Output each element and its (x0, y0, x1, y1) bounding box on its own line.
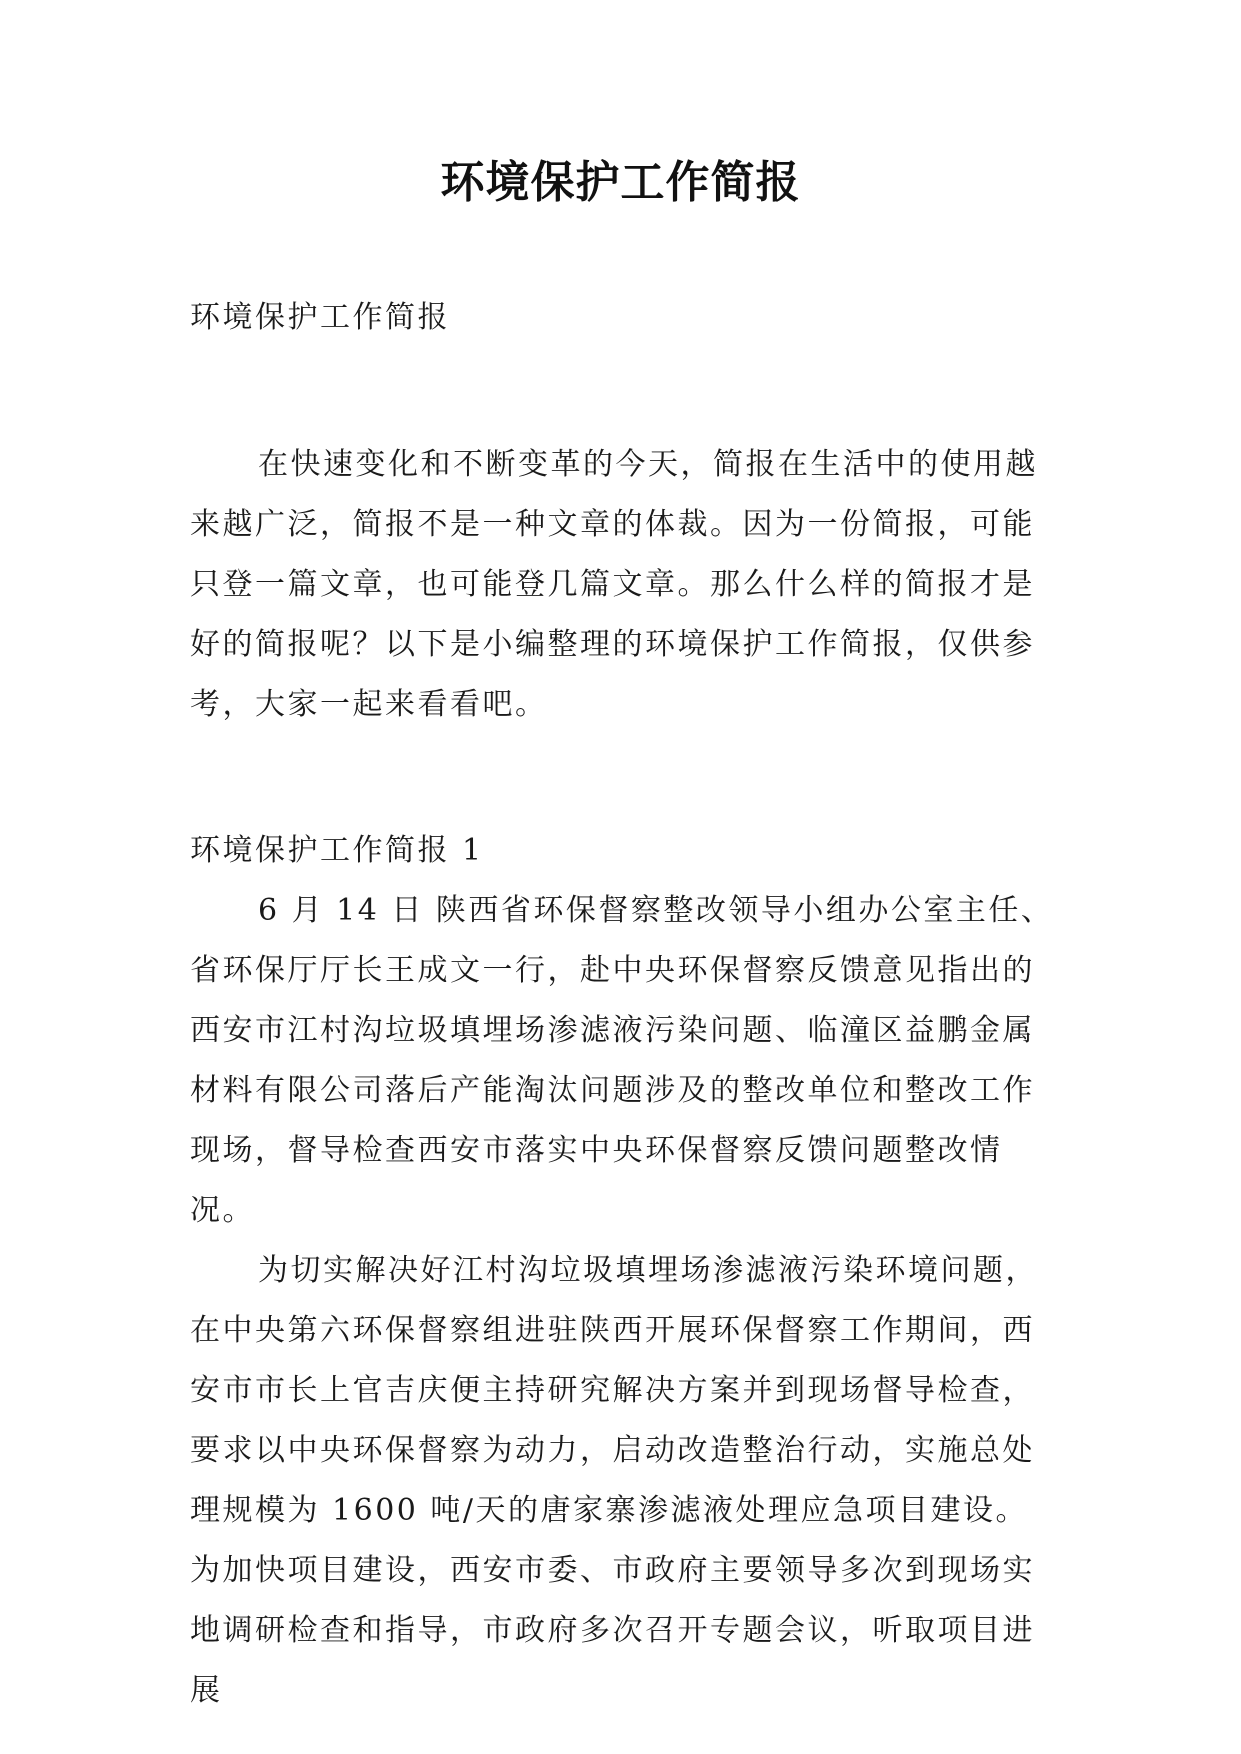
body-paragraph: 为切实解决好江村沟垃圾填埋场渗滤液污染环境问题，在中央第六环保督察组进驻陕西开展环保督察工作期间，西安市市长上官吉庆便主持研究解决方案并到现场督导检查，要求以中央环保督察为动力，启动改造整治行动，实施总处理规模为 1600 吨/天的唐家寨渗滤液处理应急项目建设。为加快项目建设，西安市委、市政府主要领导多次到现场实地调研检查和指导，市政府多次召开专题会议，听取项目进展 (190, 1253, 1038, 1708)
spacer (190, 348, 1060, 435)
document-title: 环境保护工作简报 (440, 157, 801, 208)
section-heading: 环境保护工作简报 1 (190, 833, 484, 868)
document-body (190, 288, 1060, 1721)
body-paragraph: 6 月 14 日 陕西省环保督察整改领导小组办公室主任、省环保厅厅长王成文一行，赴中央环保督察反馈意见指出的西安市江村沟垃圾填埋场渗滤液污染问题、临潼区益鹏金属材料有限公司落后产能淘汰问题涉及的整改单位和整改工作现场，督导检查西安市落实中央环保督察反馈问题整改情况。 (190, 893, 1054, 1228)
spacer (190, 735, 1060, 821)
document-subtitle: 环境保护工作简报 (190, 300, 450, 335)
intro-paragraph: 在快速变化和不断变革的今天，简报在生活中的使用越来越广泛，简报不是一种文章的体裁。因为一份简报，可能只登一篇文章，也可能登几篇文章。那么什么样的简报才是好的简报呢？以下是小编整理的环境保护工作简报，仅供参考，大家一起来看看吧。 (190, 447, 1038, 722)
